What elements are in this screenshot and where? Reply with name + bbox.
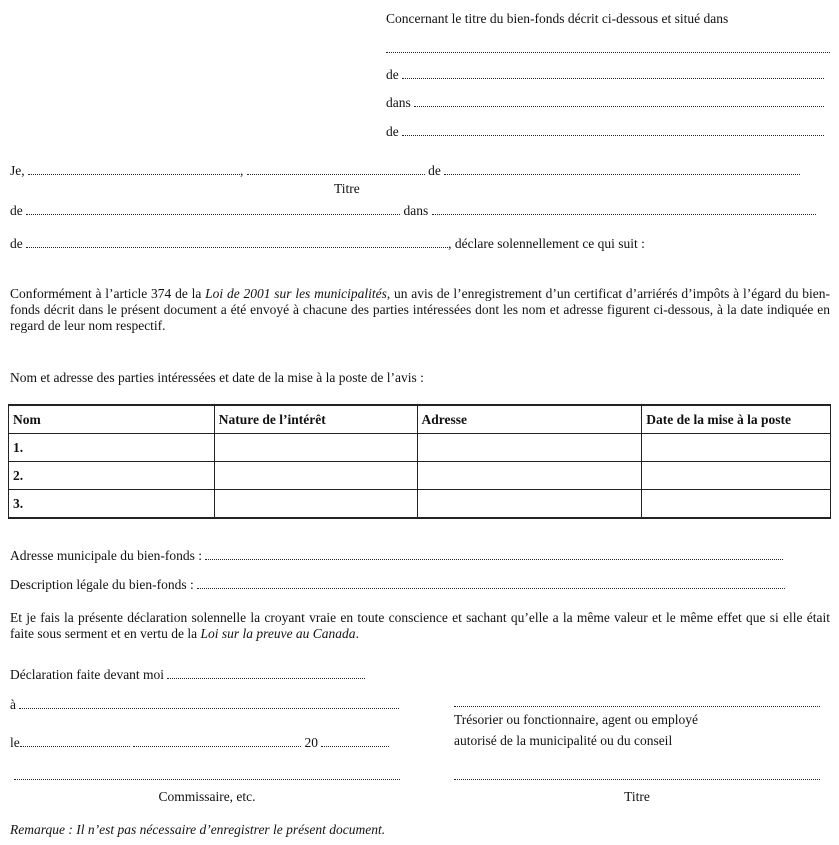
label-de: de	[10, 236, 23, 251]
cell-date[interactable]	[642, 434, 831, 462]
label-year: 20	[304, 735, 318, 750]
de-field-2[interactable]	[26, 203, 400, 215]
commissaire-caption: Commissaire, etc.	[158, 789, 256, 804]
label-de: de	[386, 67, 399, 82]
name-field[interactable]	[28, 163, 240, 175]
tresorier-signature-line[interactable]	[454, 695, 820, 711]
declaration-field[interactable]	[167, 667, 365, 679]
col-header-adresse: Adresse	[417, 405, 642, 434]
cell-date[interactable]	[642, 490, 831, 519]
description-field[interactable]	[197, 577, 785, 589]
address-label: Adresse municipale du bien-fonds :	[10, 548, 202, 563]
oath-end: .	[355, 626, 359, 642]
cell-adresse[interactable]	[417, 434, 642, 462]
a-field[interactable]	[19, 697, 399, 709]
a-line[interactable]	[10, 697, 399, 713]
month-field[interactable]	[133, 735, 301, 747]
oath-intro: Et je fais la présente déclaration solennelle la croyant vraie en toute conscience et sachant qu’elle a la même valeur et le même effet que si elle était faite sous serment et en vertu de la	[10, 610, 830, 642]
cell-date[interactable]	[642, 462, 831, 490]
declaration-line[interactable]	[10, 667, 365, 683]
cell-nature[interactable]	[214, 434, 417, 462]
commissaire-signature-line[interactable]	[14, 768, 400, 784]
title-field[interactable]	[247, 163, 425, 175]
label-a: à	[10, 697, 16, 712]
tresorier-caption-1: Trésorier ou fonctionnaire, agent ou employé	[454, 712, 698, 727]
cell-nature[interactable]	[214, 490, 417, 519]
label-dans: dans	[403, 203, 429, 218]
declarant-line-3[interactable]	[10, 236, 645, 252]
de-field-3[interactable]	[26, 236, 448, 248]
location-line-de-2[interactable]	[386, 124, 824, 140]
parties-label: Nom et adresse des parties intéressées et date de la mise à la poste de l’avis :	[10, 370, 424, 385]
cell-adresse[interactable]	[417, 490, 642, 519]
location-line-dans[interactable]	[386, 95, 824, 111]
address-field[interactable]	[205, 548, 783, 560]
date-line[interactable]	[10, 735, 389, 751]
label-de: de	[10, 203, 23, 218]
label-le: le	[10, 735, 20, 750]
titre-caption: Titre	[334, 181, 360, 196]
law-title: Loi de 2001 sur les municipalités	[205, 286, 387, 301]
paragraph-rest: , un avis de l’enregistrement d’un certificat d’arriérés d’impôts à l’égard du bien-fonds décrit dans le présent document a été envoyé à chacune des parties intéressées dont les nom et adresse figurent ci-dessous, à la date indiquée en regard de leur nom respectif.	[10, 286, 830, 334]
table-row	[9, 490, 831, 519]
description-label: Description légale du bien-fonds :	[10, 577, 194, 592]
remark-note: Remarque : Il n’est pas nécessaire d’enregistrer le présent document.	[10, 822, 386, 837]
paragraph-intro: Conformément à l’article 374 de la	[10, 286, 206, 301]
row-number: 1.	[9, 434, 215, 462]
header-concernant: Concernant le titre du bien-fonds décrit ci-dessous et situé dans	[386, 11, 729, 26]
row-number: 3.	[9, 490, 215, 519]
cell-nature[interactable]	[214, 462, 417, 490]
row-number: 2.	[9, 462, 215, 490]
tresorier-caption-2: autorisé de la municipalité ou du conseil	[454, 733, 673, 748]
declarant-line-1[interactable]	[10, 163, 800, 179]
location-line-de-1[interactable]	[386, 67, 824, 83]
declaration-label: Déclaration faite devant moi	[10, 667, 165, 682]
label-de: de	[428, 163, 441, 178]
location-line-1[interactable]	[386, 41, 830, 57]
oath-law: Loi sur la preuve au Canada	[200, 626, 356, 642]
cell-adresse[interactable]	[417, 462, 642, 490]
table-row	[9, 462, 831, 490]
year-field[interactable]	[321, 735, 389, 747]
table-header-row	[9, 405, 831, 434]
col-header-nature: Nature de l’intérêt	[214, 405, 417, 434]
property-address-line[interactable]	[10, 548, 783, 564]
article-paragraph	[10, 286, 830, 335]
table-row	[9, 434, 831, 462]
titre-signature-line[interactable]	[454, 768, 820, 784]
declare-text: , déclare solennellement ce qui suit :	[448, 236, 645, 251]
declarant-line-2[interactable]	[10, 203, 816, 219]
col-header-nom: Nom	[9, 405, 215, 434]
label-je: Je,	[10, 163, 25, 178]
col-header-date: Date de la mise à la poste	[642, 405, 831, 434]
oath-paragraph	[10, 610, 830, 642]
day-field[interactable]	[20, 735, 130, 747]
label-dans: dans	[386, 95, 411, 110]
label-de: de	[386, 124, 399, 139]
parties-table	[8, 404, 831, 519]
comma: ,	[240, 163, 244, 178]
titre-caption-bottom: Titre	[624, 789, 650, 804]
dans-field[interactable]	[432, 203, 816, 215]
property-description-line[interactable]	[10, 577, 785, 593]
de-field[interactable]	[444, 163, 800, 175]
